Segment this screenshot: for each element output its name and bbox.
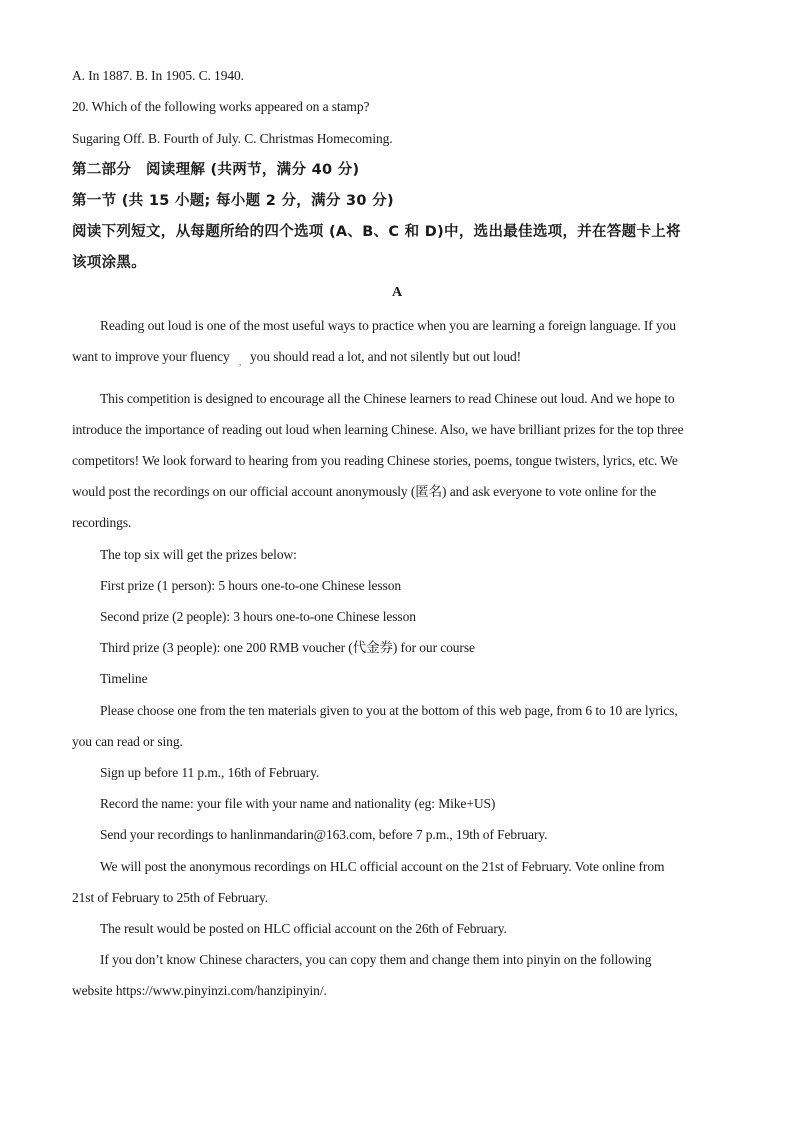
p1-line-2a: want to improve your fluency bbox=[72, 349, 230, 364]
q19-options: A. In 1887. B. In 1905. C. 1940. bbox=[72, 68, 244, 83]
timeline-5-line-2: 21st of February to 25th of February. bbox=[72, 890, 269, 905]
prize-first: First prize (1 person): 5 hours one-to-one Chinese lesson bbox=[100, 578, 401, 593]
timeline-1-line-2: you can read or sing. bbox=[72, 734, 183, 749]
timeline-5-line-1: We will post the anonymous recordings on HLC official account on the 21st of February. Vote online from bbox=[100, 859, 665, 874]
instruction-line-2: 该项涂黑。 bbox=[72, 255, 146, 271]
subsection-heading: 第一节 (共 15 小题; 每小题 2 分，满分 30 分) bbox=[72, 193, 394, 209]
p1-line-1: Reading out loud is one of the most useful ways to practice when you are learning a foreign language. If you bbox=[100, 318, 676, 333]
p2-line-4: would post the recordings on our official account anonymously (匿名) and ask everyone to vote online for the bbox=[72, 484, 657, 499]
timeline-1-line-1: Please choose one from the ten materials given to you at the bottom of this web page, from 6 to 10 are lyrics, bbox=[100, 703, 678, 718]
timeline-7-line-2: website https://www.pinyinzi.com/hanzipinyin/. bbox=[72, 983, 327, 998]
q20-options: Sugaring Off. B. Fourth of July. C. Christmas Homecoming. bbox=[72, 131, 393, 146]
stray-mark: , bbox=[239, 357, 242, 367]
q20-stem: 20. Which of the following works appeared on a stamp? bbox=[72, 99, 370, 114]
p1-line-2b: you should read a lot, and not silently but out loud! bbox=[250, 349, 522, 364]
prize-second: Second prize (2 people): 3 hours one-to-one Chinese lesson bbox=[100, 609, 416, 624]
prizes-intro: The top six will get the prizes below: bbox=[100, 547, 297, 562]
timeline-6: The result would be posted on HLC official account on the 26th of February. bbox=[100, 921, 507, 936]
timeline-heading: Timeline bbox=[100, 671, 148, 686]
passage-title: A bbox=[391, 285, 403, 300]
timeline-4: Send your recordings to hanlinmandarin@163.com, before 7 p.m., 19th of February. bbox=[100, 827, 548, 842]
part-heading: 第二部分 阅读理解 (共两节，满分 40 分) bbox=[72, 162, 360, 178]
timeline-2: Sign up before 11 p.m., 16th of February. bbox=[100, 765, 320, 780]
p2-line-1: This competition is designed to encourage all the Chinese learners to read Chinese out loud. And we hope to bbox=[100, 391, 675, 406]
timeline-3: Record the name: your file with your name and nationality (eg: Mike+US) bbox=[100, 796, 496, 811]
timeline-7-line-1: If you don’t know Chinese characters, you can copy them and change them into pinyin on the following bbox=[100, 952, 652, 967]
prize-third: Third prize (3 people): one 200 RMB voucher (代金券) for our course bbox=[100, 640, 475, 655]
p2-line-5: recordings. bbox=[72, 515, 132, 530]
instruction-line-1: 阅读下列短文，从每题所给的四个选项 (A、B、C 和 D)中，选出最佳选项，并在答题卡上将 bbox=[72, 224, 681, 240]
p2-line-2: introduce the importance of reading out loud when learning Chinese. Also, we have brilliant prizes for the top three bbox=[72, 422, 684, 437]
p2-line-3: competitors! We look forward to hearing from you reading Chinese stories, poems, tongue twisters, lyrics, etc. We bbox=[72, 453, 678, 468]
